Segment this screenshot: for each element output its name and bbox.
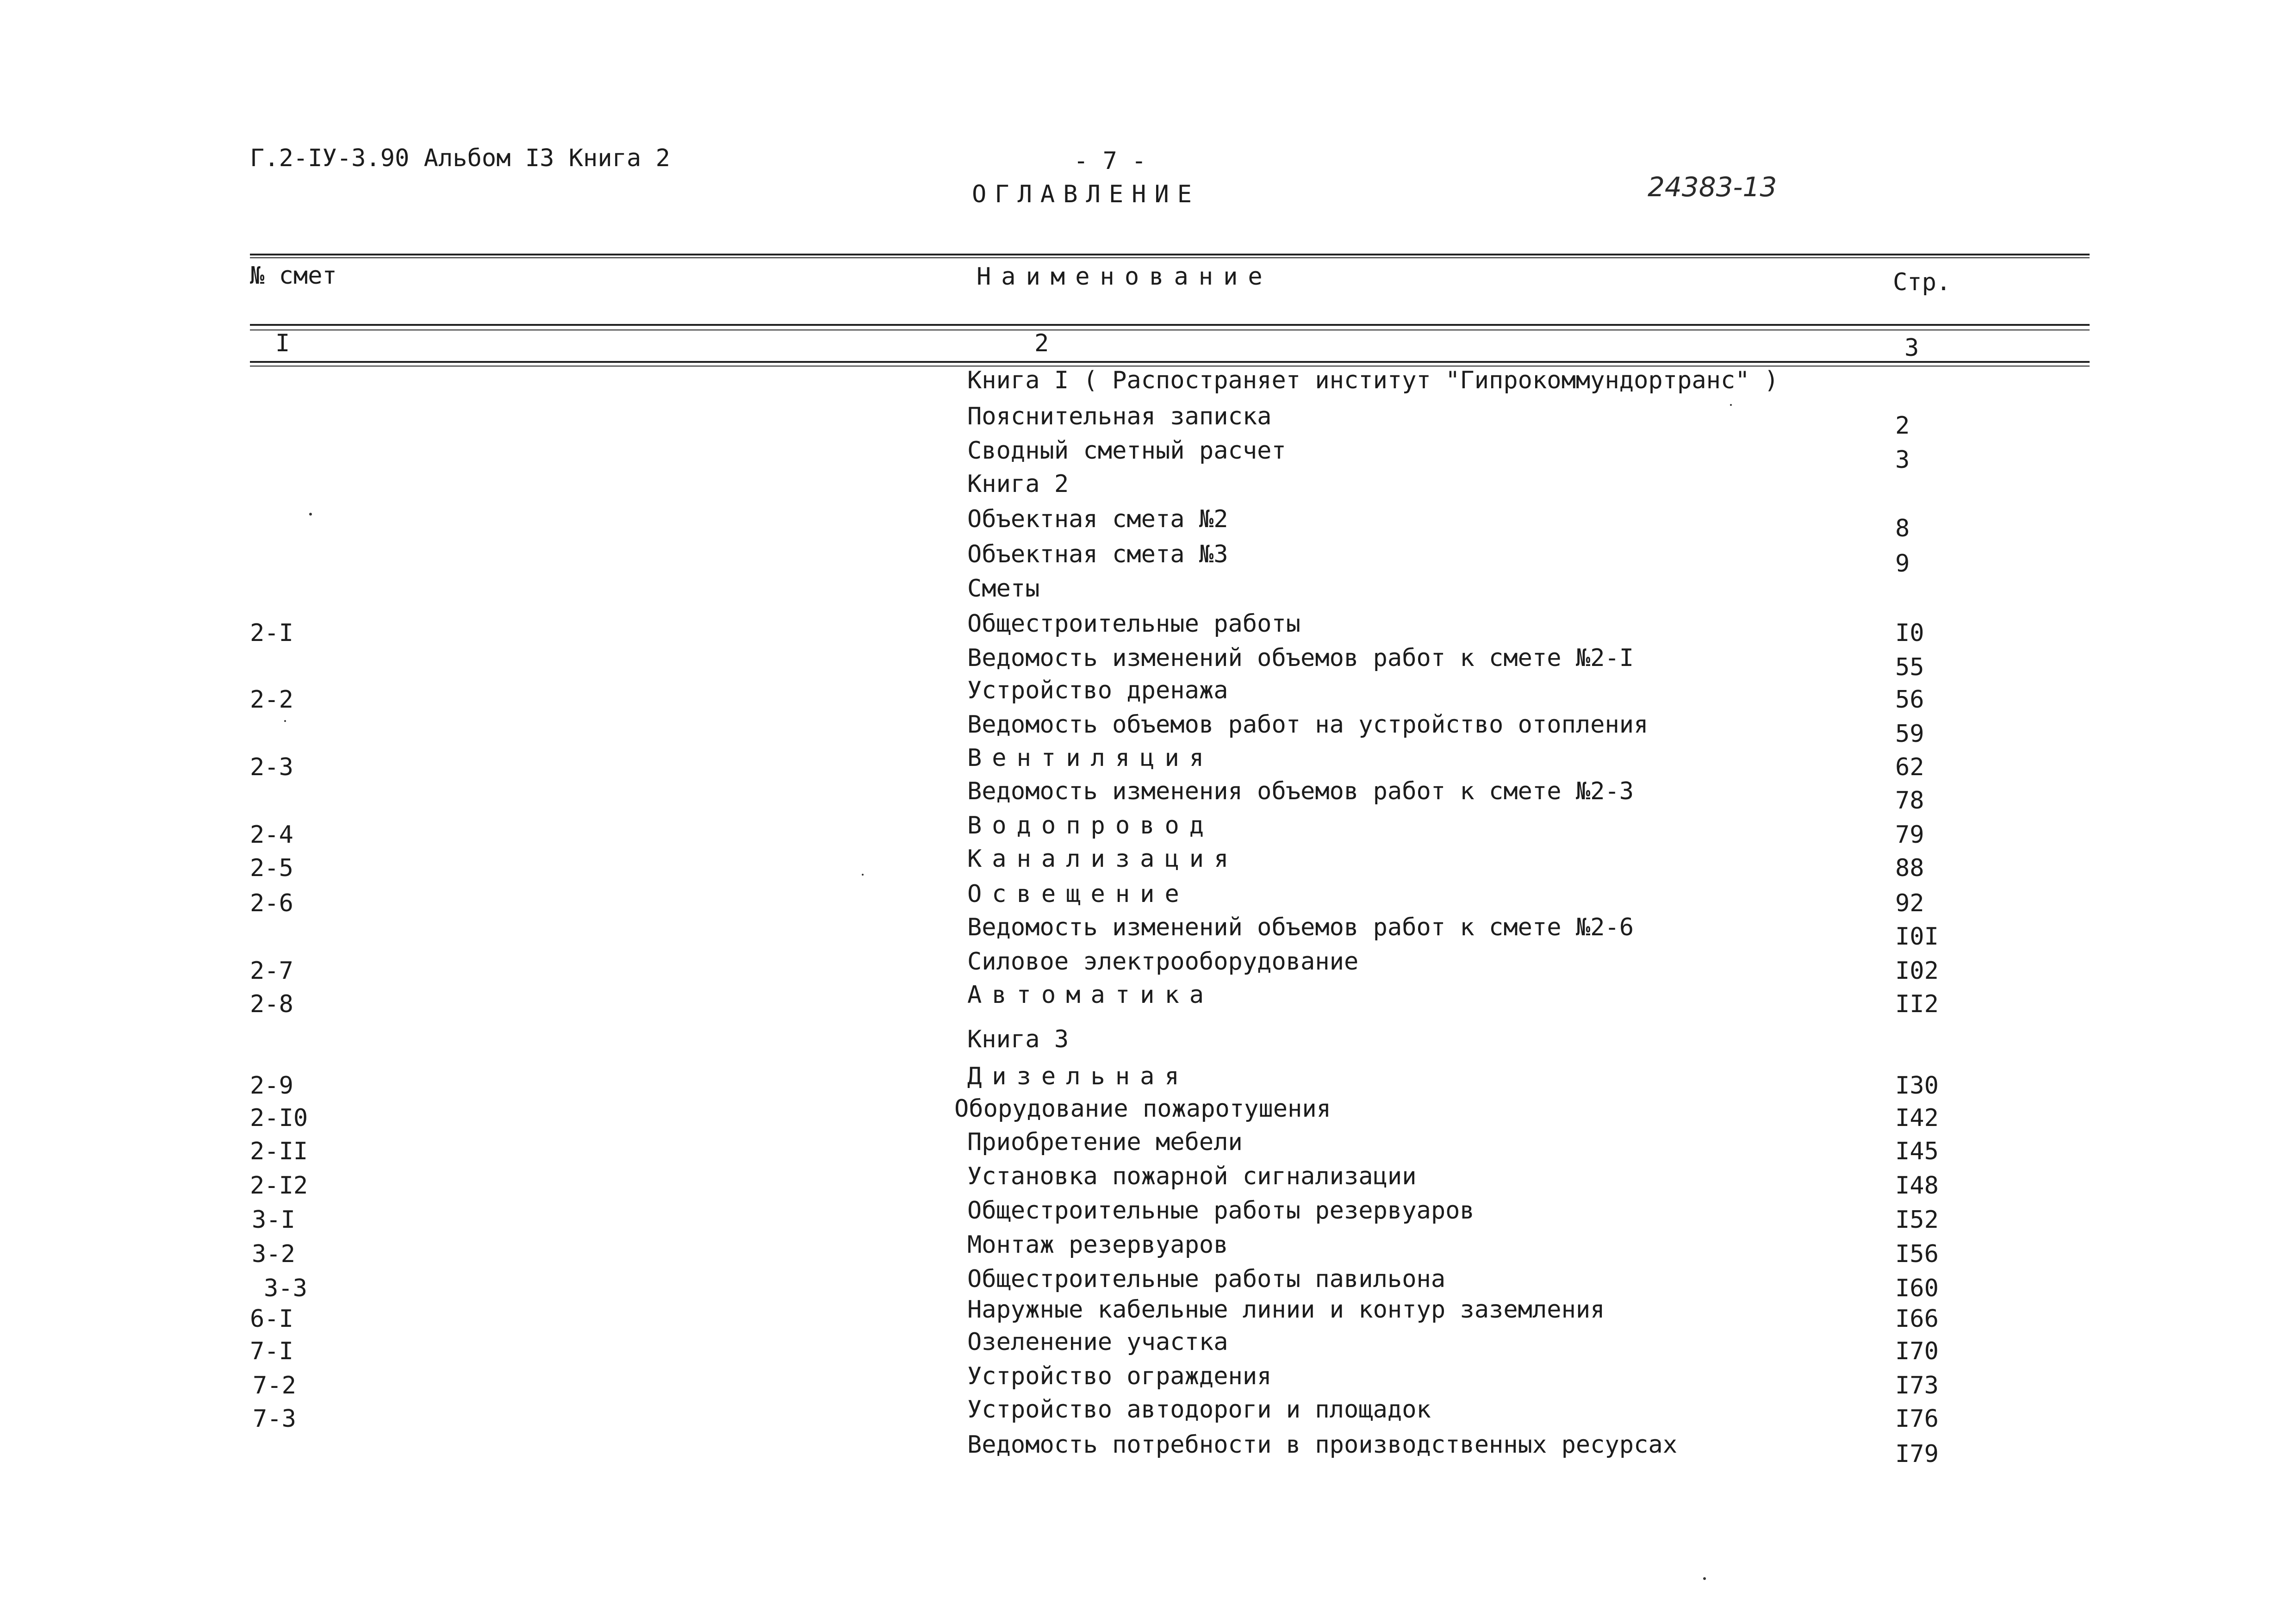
row-estimate-number: 3-I: [252, 1206, 295, 1234]
row-title: Сметы: [967, 575, 1040, 603]
scan-speck: [1730, 404, 1732, 406]
row-title: Дизельная: [967, 1063, 1189, 1090]
column-header-page: Стр.: [1893, 268, 1951, 296]
row-estimate-number: 2-8: [250, 990, 293, 1018]
header-bottom-rule: [250, 324, 2090, 326]
row-title: Озеленение участка: [967, 1328, 1228, 1356]
row-estimate-number: 3-3: [264, 1275, 307, 1302]
row-title: Общестроительные работы резервуаров: [967, 1197, 1475, 1225]
document-code: Г.2-IУ-3.90 Альбом I3 Книга 2: [250, 144, 670, 172]
row-page-number: 3: [1895, 446, 1910, 474]
row-page-number: 59: [1895, 720, 1924, 748]
row-title: Приобретение мебели: [967, 1128, 1243, 1156]
column-index-2: 2: [1034, 330, 1049, 357]
row-estimate-number: 2-9: [250, 1072, 293, 1100]
row-title: Вентиляция: [967, 744, 1214, 772]
row-page-number: I70: [1895, 1337, 1939, 1365]
row-page-number: I73: [1895, 1372, 1939, 1399]
row-title: Освещение: [967, 880, 1189, 908]
row-title: Пояснительная записка: [967, 403, 1272, 430]
handwritten-number: 24383-13: [1648, 171, 1777, 203]
row-page-number: I42: [1895, 1104, 1939, 1132]
row-page-number: 9: [1895, 550, 1910, 578]
row-estimate-number: 7-I: [250, 1337, 293, 1365]
row-page-number: I48: [1895, 1172, 1939, 1200]
column-header-name: Наименование: [977, 263, 1273, 291]
row-page-number: I66: [1895, 1305, 1939, 1333]
column-index-3: 3: [1904, 334, 1919, 362]
column-header-number: № смет: [250, 262, 337, 290]
row-title: Канализация: [967, 845, 1239, 873]
row-title: Ведомость объемов работ на устройство отопления: [967, 711, 1649, 739]
row-title: Устройство дренажа: [967, 677, 1228, 704]
row-page-number: I56: [1895, 1240, 1939, 1268]
row-title: Книга 3: [967, 1026, 1069, 1053]
row-page-number: 62: [1895, 753, 1924, 781]
row-page-number: 55: [1895, 653, 1924, 681]
row-title: Ведомость изменений объемов работ к смете №2-I: [967, 644, 1634, 672]
scan-speck: [1703, 1577, 1706, 1580]
row-page-number: 78: [1895, 787, 1924, 815]
row-title: Оборудование пожаротушения: [954, 1095, 1331, 1123]
column-index-1: I: [275, 330, 290, 357]
row-page-number: I30: [1895, 1072, 1939, 1100]
row-title: Устройство ограждения: [967, 1362, 1272, 1390]
row-page-number: 56: [1895, 686, 1924, 714]
scan-speck: [309, 513, 312, 516]
row-title: Силовое электрооборудование: [967, 948, 1359, 976]
row-estimate-number: 7-2: [253, 1372, 296, 1399]
row-title: Ведомость изменения объемов работ к смете №2-3: [967, 777, 1634, 805]
row-page-number: I79: [1895, 1440, 1939, 1468]
row-title: Общестроительные работы павильона: [967, 1265, 1446, 1293]
row-title: Водопровод: [967, 812, 1214, 839]
row-title: Ведомость изменений объемов работ к смете №2-6: [967, 914, 1634, 941]
row-page-number: II2: [1895, 990, 1939, 1018]
row-page-number: I60: [1895, 1275, 1939, 1302]
row-estimate-number: 2-II: [250, 1138, 308, 1165]
row-estimate-number: 6-I: [250, 1305, 293, 1333]
row-page-number: 88: [1895, 854, 1924, 882]
table-top-rule: [250, 254, 2090, 255]
row-title: Книга 2: [967, 470, 1069, 498]
row-page-number: I0I: [1895, 923, 1939, 951]
row-page-number: 8: [1895, 515, 1910, 542]
row-title: Книга I ( Распостраняет институт "Гипрокоммундортранс" ): [967, 367, 1779, 394]
row-estimate-number: 2-I2: [250, 1172, 308, 1200]
index-bottom-rule: [250, 361, 2090, 363]
row-page-number: 2: [1895, 412, 1910, 440]
scan-speck: [862, 874, 864, 876]
row-estimate-number: 7-3: [253, 1405, 296, 1433]
row-page-number: I45: [1895, 1138, 1939, 1165]
row-title: Общестроительные работы: [967, 610, 1301, 638]
row-estimate-number: 2-I: [250, 619, 293, 647]
row-estimate-number: 2-3: [250, 753, 293, 781]
row-page-number: I52: [1895, 1206, 1939, 1234]
row-estimate-number: 2-6: [250, 889, 293, 917]
page-title: ОГЛАВЛЕНИЕ: [972, 180, 1201, 208]
row-page-number: 92: [1895, 889, 1924, 917]
row-title: Установка пожарной сигнализации: [967, 1163, 1417, 1190]
row-title: Монтаж резервуаров: [967, 1231, 1228, 1259]
row-title: Ведомость потребности в производственных ресурсах: [967, 1431, 1678, 1459]
scan-speck: [284, 720, 286, 722]
table-top-rule-inner: [250, 257, 2090, 258]
row-estimate-number: 2-7: [250, 957, 293, 985]
row-estimate-number: 2-2: [250, 686, 293, 714]
row-title: Наружные кабельные линии и контур заземления: [967, 1296, 1605, 1324]
page-number: - 7 -: [1074, 147, 1146, 175]
row-estimate-number: 2-4: [250, 821, 293, 849]
row-page-number: I02: [1895, 957, 1939, 985]
row-title: Устройство автодороги и площадок: [967, 1396, 1431, 1424]
row-estimate-number: 2-5: [250, 854, 293, 882]
row-title: Объектная смета №3: [967, 541, 1228, 568]
row-title: Сводный сметный расчет: [967, 437, 1286, 465]
row-estimate-number: 2-I0: [250, 1104, 308, 1132]
row-title: Объектная смета №2: [967, 505, 1228, 533]
row-page-number: I0: [1895, 619, 1924, 647]
row-page-number: I76: [1895, 1405, 1939, 1433]
row-title: Автоматика: [967, 981, 1214, 1009]
row-estimate-number: 3-2: [252, 1240, 295, 1268]
row-page-number: 79: [1895, 821, 1924, 849]
